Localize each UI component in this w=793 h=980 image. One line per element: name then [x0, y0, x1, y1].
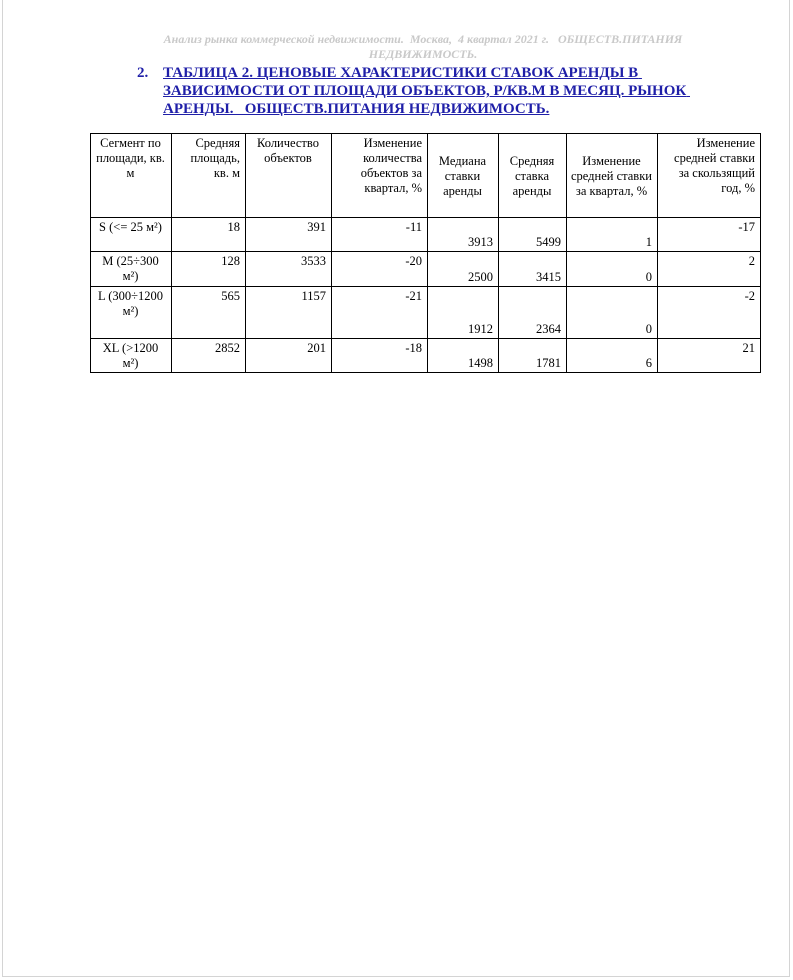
column-header: Сегмент по площади, кв. м: [91, 134, 172, 218]
table-cell: 391: [246, 218, 332, 252]
table-cell: -20: [332, 252, 428, 287]
table-cell: 201: [246, 339, 332, 373]
column-header: Медиана ставки аренды: [428, 134, 499, 218]
document-page: [2, 0, 790, 977]
table-row: [91, 287, 761, 339]
table-row: [91, 252, 761, 287]
table-cell: 2500: [428, 252, 499, 287]
table-cell: 1498: [428, 339, 499, 373]
column-header: Средняя ставка аренды: [499, 134, 567, 218]
segment-cell: S (<= 25 м²): [91, 218, 172, 252]
table-cell: -18: [332, 339, 428, 373]
table-cell: 1781: [499, 339, 567, 373]
segment-cell: L (300÷1200 м²): [91, 287, 172, 339]
segment-cell: M (25÷300 м²): [91, 252, 172, 287]
table-row: [91, 218, 761, 252]
table-cell: 0: [567, 252, 658, 287]
column-header: Средняя площадь, кв. м: [172, 134, 246, 218]
table-cell: 128: [172, 252, 246, 287]
rent-rates-table: [90, 133, 761, 373]
table-row: [91, 339, 761, 373]
column-header: Количество объектов: [246, 134, 332, 218]
table-cell: -21: [332, 287, 428, 339]
table-cell: 1157: [246, 287, 332, 339]
table-cell: -17: [658, 218, 761, 252]
table-cell: 6: [567, 339, 658, 373]
column-header: Изменение средней ставки за квартал, %: [567, 134, 658, 218]
table-heading: [137, 64, 737, 118]
segment-cell: XL (>1200 м²): [91, 339, 172, 373]
table-cell: 2364: [499, 287, 567, 339]
table-cell: 3415: [499, 252, 567, 287]
table-cell: 565: [172, 287, 246, 339]
table-cell: 1: [567, 218, 658, 252]
heading-title-link[interactable]: ТАБЛИЦА 2. ЦЕНОВЫЕ ХАРАКТЕРИСТИКИ СТАВОК АРЕНДЫ В ЗАВИСИМОСТИ ОТ ПЛОЩАДИ ОБЪЕКТОВ, Р/КВ.М В МЕСЯЦ. РЫНОК АРЕНДЫ. ОБЩЕСТВ.ПИТАНИЯ НЕДВИЖИМОСТЬ.: [163, 65, 690, 117]
column-header: Изменение средней ставки за скользящий год, %: [658, 134, 761, 218]
table-cell: 2: [658, 252, 761, 287]
running-header: Анализ рынка коммерческой недвижимости. Москва, 4 квартал 2021 г. ОБЩЕСТВ.ПИТАНИЯ НЕДВИЖИМОСТЬ.: [163, 32, 683, 61]
table-cell: -11: [332, 218, 428, 252]
table-cell: 3533: [246, 252, 332, 287]
column-header: Изменение количества объектов за квартал, %: [332, 134, 428, 218]
table-cell: 18: [172, 218, 246, 252]
table-cell: -2: [658, 287, 761, 339]
table-header-row: [91, 134, 761, 218]
table-cell: 1912: [428, 287, 499, 339]
table-cell: 21: [658, 339, 761, 373]
table-cell: 2852: [172, 339, 246, 373]
table-cell: 5499: [499, 218, 567, 252]
table-cell: 0: [567, 287, 658, 339]
table-cell: 3913: [428, 218, 499, 252]
heading-number: 2.: [137, 65, 149, 81]
